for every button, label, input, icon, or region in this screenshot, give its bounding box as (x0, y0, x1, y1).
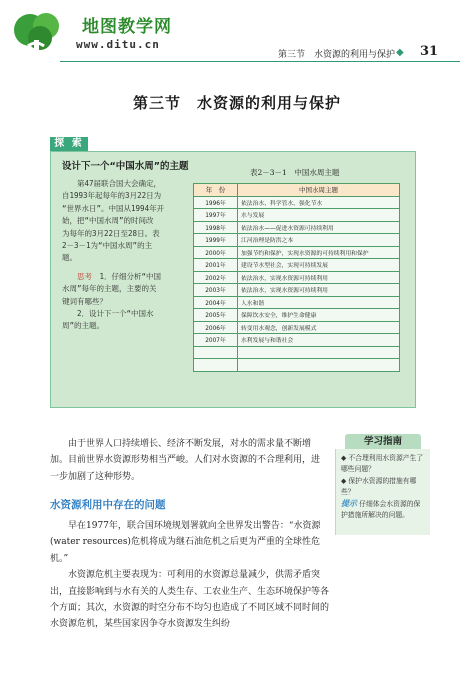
think-label: 思考 (77, 271, 92, 281)
table-row (194, 284, 400, 297)
guide-item: ◆ 保护水资源的措施有哪些？ (341, 477, 417, 496)
explore-tag: 探 索 (50, 137, 88, 151)
table-cell-theme: 依法治水，实现水资源可持续利用 (238, 271, 400, 284)
body-paragraph: 早在1977年，联合国环境规划署就向全世界发出警告：“水资源(water resources)危机将成为继石油危机之后更为严重的全球性危机。” (50, 521, 321, 564)
table-row (194, 321, 400, 334)
table-cell-year: 2000年 (194, 246, 238, 259)
table-cell-theme: 水利发展与和谐社会 (238, 334, 400, 347)
body-paragraphs (50, 518, 330, 633)
table-row (194, 346, 400, 359)
explore-line: 自1993年起每年的3月22日为 (62, 191, 162, 201)
table-cell-year: 1998年 (194, 221, 238, 234)
table-body (194, 196, 400, 371)
explore-heading: 设计下一个“中国水周”的主题 (62, 161, 189, 172)
table-cell-year: 2003年 (194, 284, 238, 297)
table-cell-theme: 依法治水——促进水资源可持续利用 (238, 221, 400, 234)
header-theme: 中国水周主题 (238, 184, 400, 197)
table-row (194, 234, 400, 247)
explore-line: 2－3－1为“中国水周”的主 (62, 241, 153, 251)
table-cell-theme: 水与发展 (238, 209, 400, 222)
section-title: 第三节 水资源的利用与保护 (132, 94, 341, 112)
body-paragraph: 水资源危机主要表现为：可利用的水资源总量减少，供需矛盾突出，直接影响到与水有关的人类生存、工农业生产、生态环境保护等各个方面；其次，水资源的时空分布不均匀也造成了不同区域不同时间的水资源危机，某些国家因争夺水资源发生纠纷 (50, 570, 330, 630)
table-cell-year: 2007年 (194, 334, 238, 347)
think-text: 1．仔细分析“中国 (99, 271, 162, 281)
brand-url: www.ditu.cn (76, 38, 160, 51)
header-divider (60, 61, 460, 62)
study-guide-title: 学习指南 (345, 434, 421, 449)
table-cell-year: 2002年 (194, 271, 238, 284)
table-row (194, 209, 400, 222)
explore-line: 始，把“中国水周”的时间改 (62, 216, 154, 226)
header-year: 年 份 (194, 184, 238, 197)
water-week-table (193, 183, 400, 372)
guide-item: ◆ 不合理利用水资源产生了哪些问题？ (341, 454, 424, 473)
table-row (194, 221, 400, 234)
explore-line: 第47届联合国大会确定， (62, 179, 162, 188)
table-cell-year (194, 359, 238, 372)
diamond-icon: ◆ (396, 47, 404, 58)
page-number: 31 (420, 44, 439, 59)
table-cell-theme (238, 359, 400, 372)
table-row (194, 271, 400, 284)
ditu-logo-icon (8, 10, 68, 62)
table-caption: 表2－3－1 中国水周主题 (250, 168, 340, 177)
table-cell-year: 2001年 (194, 259, 238, 272)
explore-line: “世界水日”。中国从1994年开 (62, 203, 165, 213)
think-line (62, 271, 188, 283)
table-cell-theme: 加强节约和保护，实现水资源的可持续利用和保护 (238, 246, 400, 259)
table-cell-theme: 保障饮水安全，维护生命健康 (238, 309, 400, 322)
table-row (194, 196, 400, 209)
table-cell-year: 2006年 (194, 321, 238, 334)
brand-title: 地图教学网 (82, 17, 172, 37)
table-row (194, 359, 400, 372)
intro-paragraph (50, 436, 324, 485)
explore-line: 题。 (62, 253, 77, 263)
table-cell-year: 1997年 (194, 209, 238, 222)
table-row (194, 246, 400, 259)
table-cell-year: 1999年 (194, 234, 238, 247)
table-cell-theme: 江河治理是防洪之本 (238, 234, 400, 247)
table-row (194, 309, 400, 322)
think-line: 键词有哪些？ (62, 296, 107, 306)
tip-label: 提示 (341, 499, 357, 508)
intro-text: 由于世界人口持续增长、经济不断发展，对水的需求量不断增加。目前世界水资源形势相当严峻。人们对水资源的不合理利用，进一步加剧了这种形势。 (50, 439, 321, 482)
table-row (194, 259, 400, 272)
running-header: 第三节 水资源的利用与保护 (278, 50, 396, 60)
table-row (194, 296, 400, 309)
tip-text: 仔细体会水资源的保护措施所解决的问题。 (341, 500, 421, 519)
table-cell-theme (238, 346, 400, 359)
subheading: 水资源利用中存在的问题 (50, 499, 166, 511)
table-cell-theme: 建设节水型社会，实现可持续发展 (238, 259, 400, 272)
table-cell-theme: 人水和谐 (238, 296, 400, 309)
think-line: 2．设计下一个“中国水 (62, 309, 154, 319)
table-cell-year: 2004年 (194, 296, 238, 309)
think-line: 周”的主题。 (62, 321, 105, 331)
table-cell-theme: 依法治水，实现水资源可持续利用 (238, 284, 400, 297)
table-header-row (194, 184, 400, 197)
explore-line: 为每年的3月22日至28日。表 (62, 228, 160, 238)
table-cell-year: 2005年 (194, 309, 238, 322)
guide-tip (341, 499, 427, 520)
think-line: 水周”每年的主题，主要的关 (62, 284, 157, 294)
explore-text (62, 178, 188, 333)
table-row (194, 334, 400, 347)
table-cell-year (194, 346, 238, 359)
table-cell-year: 1996年 (194, 196, 238, 209)
table-cell-theme: 依法治水、科学管水、强化节水 (238, 196, 400, 209)
table-cell-theme: 转变用水观念，创新发展模式 (238, 321, 400, 334)
